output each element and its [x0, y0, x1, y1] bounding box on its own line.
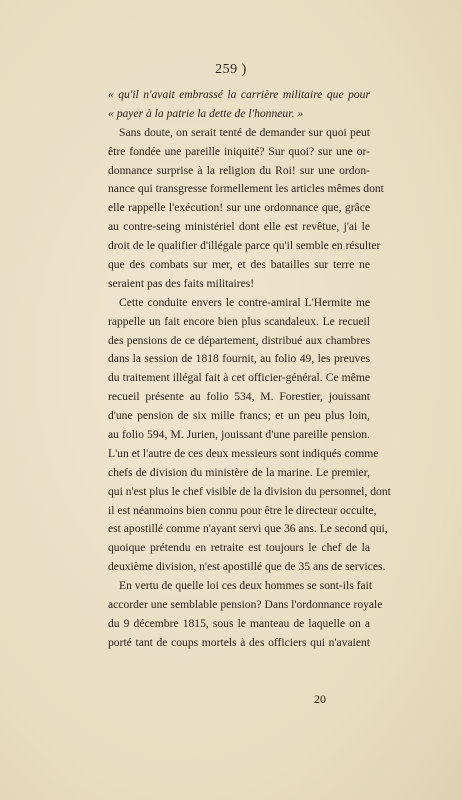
text-line: « qu'il n'avait embrassé la carrière militaire que pour: [108, 88, 370, 101]
text-line: elle rappelle l'exécution! sur une ordonnance que, grâce: [108, 201, 370, 215]
text-line: deuxième division, n'est apostillé que de 35 ans de services.: [108, 560, 386, 574]
text-line: seraient pas des faits militaires!: [108, 276, 255, 290]
text-line: dans la session de 1818 fournit, au folio 49, les preuves: [108, 352, 370, 366]
text-line: chefs de division du ministère de la marine. Le premier,: [108, 465, 370, 479]
text-line: il est néanmoins bien connu pour être le directeur occulte,: [108, 503, 377, 517]
text-line: accorder une semblable pension? Dans l'ordonnance royale: [108, 598, 383, 612]
text-line: quoique prétendu en retraite est toujours le chef de la: [108, 541, 370, 555]
text-line: En vertu de quelle loi ces deux hommes se sont-ils fait: [119, 579, 373, 593]
body-text: [108, 86, 391, 653]
text-line: est apostillé comme n'ayant servi que 36 ans. Le second qui,: [108, 522, 388, 536]
text-line: « payer à la patrie la dette de l'honneur. »: [108, 106, 304, 120]
text-line: Cette conduite envers le contre-amiral L'Hermite me: [119, 295, 370, 309]
text-line: nance qui transgresse formellement les articles mêmes dont: [108, 182, 384, 196]
text-line: rappelle un fait encore bien plus scandaleux. Le recueil: [108, 314, 370, 328]
text-line: des pensions de ce département, distribué aux chambres: [108, 333, 370, 347]
text-line: droit de le qualifier d'illégale parce qu'il semble en résulter: [108, 239, 381, 253]
text-line: qui n'est plus le chef visible de la division du personnel, dont: [108, 484, 391, 498]
text-line: recueil présente au folio 534, M. Forestier, jouissant: [108, 390, 370, 404]
text-line: porté tant de coups mortels à des officiers qui n'avaient: [108, 635, 370, 649]
text-line: au folio 594, M. Jurien, jouissant d'une pareille pension.: [108, 428, 370, 442]
signature-mark: 20: [314, 692, 326, 706]
text-line: Sans doute, on serait tenté de demander sur quoi peut: [119, 125, 370, 139]
text-line: au contre-seing ministériel dont elle est revêtue, j'ai le: [108, 220, 370, 234]
text-line: donnance surprise à la religion du Roi! sur une ordon-: [108, 163, 370, 177]
page-number: 259 ): [215, 62, 247, 77]
text-line: du traitement illégal fait à cet officier-général. Ce même: [108, 371, 370, 385]
text-line: du 9 décembre 1815, sous le manteau de laquelle on a: [108, 616, 370, 630]
text-line: être fondée une pareille iniquité? Sur quoi? sur une or-: [108, 144, 370, 158]
text-line: d'une pension de six mille francs; et un peu plus loin,: [108, 409, 370, 423]
text-line: L'un et l'autre de ces deux messieurs sont indiqués comme: [108, 446, 379, 460]
text-line: que des combats sur mer, et des batailles sur terre ne: [108, 258, 370, 272]
